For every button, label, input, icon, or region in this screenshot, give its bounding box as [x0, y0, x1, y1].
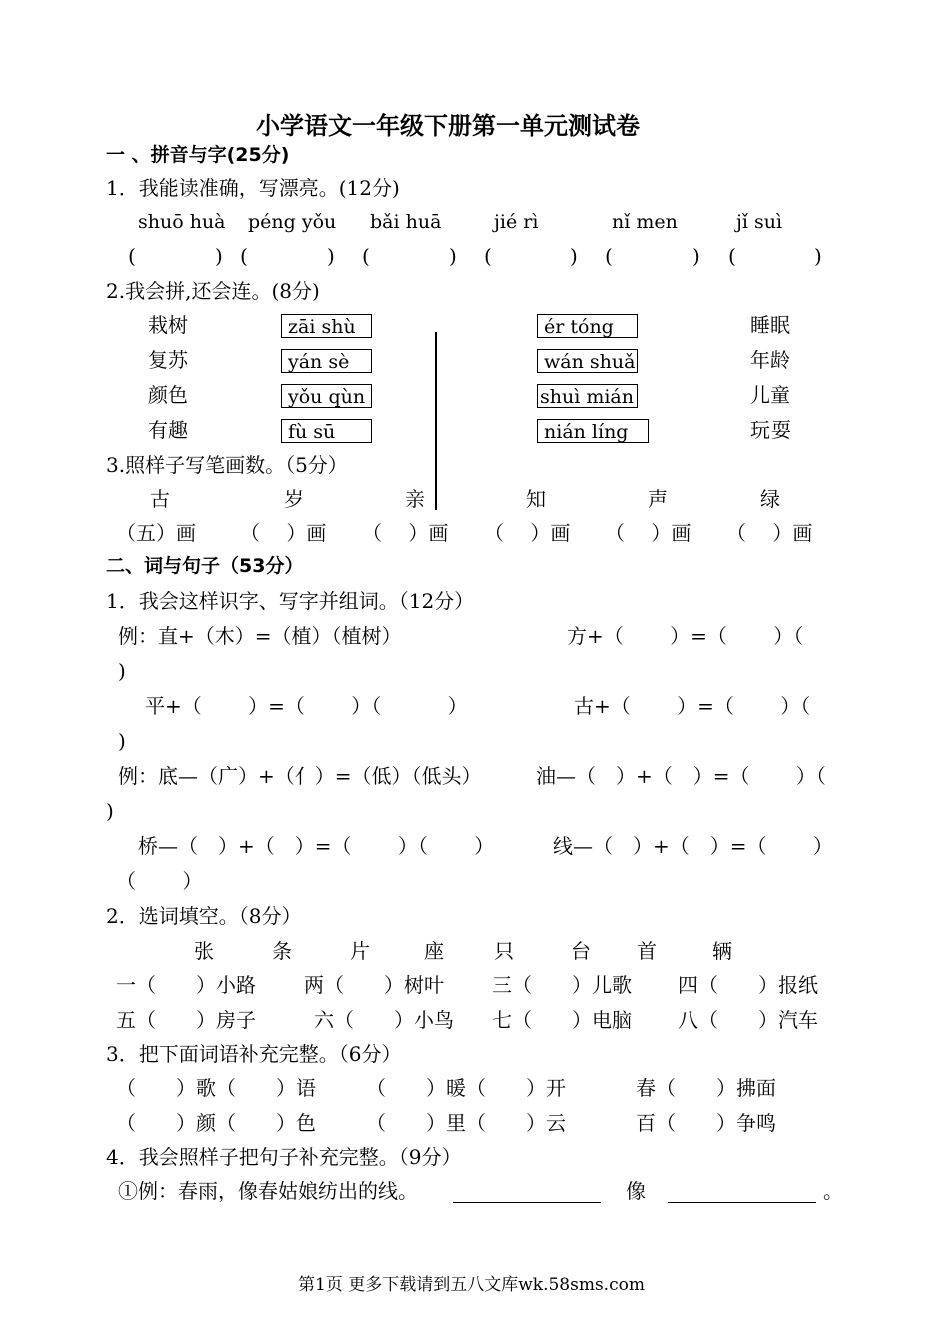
- divider-line: [435, 332, 437, 510]
- q1-label: 1．我能读准确，写漂亮。(12分): [106, 176, 400, 200]
- paren-open-6: (: [728, 244, 736, 268]
- stroke-count-4: （ ）画: [484, 521, 571, 545]
- stroke-char-5: 声: [648, 487, 668, 511]
- right-pinyin-box-3: shuì mián: [537, 384, 638, 408]
- stroke-char-4: 知: [526, 487, 546, 511]
- paren-close-1: ): [215, 244, 223, 268]
- sentence-like: 像: [626, 1179, 646, 1203]
- word-choice-1: 张: [194, 939, 214, 963]
- pinyin-6: jǐ suì: [736, 211, 783, 233]
- stroke-count-1: （五）画: [116, 521, 196, 545]
- idiom-2-1: （ ）颜（ ）色: [116, 1111, 316, 1135]
- s2-q1-line-7: 例：底—（广）+（亻）=（低）（低头）: [118, 764, 482, 788]
- stroke-count-2: （ ）画: [240, 521, 327, 545]
- pinyin-1: shuō huà: [138, 211, 226, 233]
- s2-q1-line-8: 油—（ ）+（ ）=（ ）（: [536, 764, 826, 788]
- left-word-1: 栽树: [148, 313, 188, 337]
- page-title: 小学语文一年级下册第一单元测试卷: [256, 111, 640, 140]
- right-pinyin-box-1: ér tóng: [537, 314, 638, 338]
- s2-q3-label: 3．把下面词语补充完整。（6分）: [106, 1042, 402, 1066]
- word-choice-5: 只: [494, 939, 514, 963]
- sentence-end: 。: [823, 1179, 843, 1203]
- page-footer: 第1页 更多下载请到五八文库wk.58sms.com: [298, 1275, 645, 1295]
- pinyin-4: jié rì: [494, 211, 539, 233]
- idiom-1-3: 春（ ）拂面: [636, 1076, 776, 1100]
- right-word-3: 儿童: [750, 383, 790, 407]
- left-pinyin-box-3: yǒu qùn: [281, 384, 372, 408]
- paren-open-4: (: [484, 244, 492, 268]
- stroke-char-6: 绿: [760, 487, 780, 511]
- s2-q1-label: 1．我会这样识字、写字并组词。（12分）: [106, 589, 475, 613]
- s2-q1-line-4: 平+（ ）=（ ）（ ）: [145, 694, 468, 718]
- q2-label: 2.我会拼,还会连。(8分): [106, 279, 320, 303]
- word-choice-4: 座: [424, 939, 444, 963]
- s2-q1-line-3: ): [118, 659, 126, 683]
- paren-close-6: ): [814, 244, 822, 268]
- s2-q1-line-1: 例：直+（木）=（植）（植树）: [118, 624, 402, 648]
- left-word-4: 有趣: [148, 418, 188, 442]
- s2-q1-line-2: 方+（ ）=（ ）（: [567, 624, 804, 648]
- right-word-2: 年龄: [750, 348, 790, 372]
- left-pinyin-box-2: yán sè: [281, 349, 372, 373]
- left-word-3: 颜色: [148, 383, 188, 407]
- paren-close-2: ): [327, 244, 335, 268]
- section2-heading: 二、词与句子（53分）: [106, 555, 304, 577]
- word-choice-8: 辆: [712, 939, 732, 963]
- sentence-example: ①例：春雨，像春姑娘纺出的线。: [118, 1179, 418, 1203]
- pinyin-5: nǐ men: [612, 211, 678, 233]
- pinyin-2: péng yǒu: [248, 211, 337, 233]
- pinyin-3: bǎi huā: [370, 211, 442, 233]
- stroke-count-3: （ ）画: [362, 521, 449, 545]
- paren-open-1: (: [128, 244, 136, 268]
- paren-close-5: ): [692, 244, 700, 268]
- s2-q2-label: 2．选词填空。（8分）: [106, 904, 302, 928]
- idiom-2-3: 百（ ）争鸣: [636, 1111, 776, 1135]
- idiom-1-1: （ ）歌（ ）语: [116, 1076, 316, 1100]
- fill-2-3: 七（ ）电脑: [492, 1008, 632, 1032]
- word-choice-3: 片: [350, 939, 370, 963]
- idiom-1-2: （ ）暖（ ）开: [366, 1076, 566, 1100]
- idiom-2-2: （ ）里（ ）云: [366, 1111, 566, 1135]
- sentence-blank-1[interactable]: [453, 1202, 601, 1203]
- paren-open-2: (: [240, 244, 248, 268]
- word-choice-2: 条: [272, 939, 292, 963]
- fill-1-3: 三（ ）儿歌: [492, 973, 632, 997]
- fill-2-4: 八（ ）汽车: [678, 1008, 818, 1032]
- fill-1-4: 四（ ）报纸: [678, 973, 818, 997]
- stroke-char-3: 亲: [405, 487, 425, 511]
- paren-open-5: (: [605, 244, 613, 268]
- left-pinyin-box-4: fù sū: [281, 419, 372, 443]
- word-choice-7: 首: [637, 939, 657, 963]
- word-choice-6: 台: [571, 939, 591, 963]
- fill-1-1: 一（ ）小路: [116, 973, 256, 997]
- right-pinyin-box-4: nián líng: [537, 419, 649, 443]
- paren-close-4: ): [570, 244, 578, 268]
- stroke-char-2: 岁: [284, 487, 304, 511]
- paren-open-3: (: [362, 244, 370, 268]
- stroke-char-1: 古: [150, 487, 170, 511]
- left-word-2: 复苏: [148, 348, 188, 372]
- sentence-blank-2[interactable]: [668, 1202, 816, 1203]
- s2-q1-line-5: 古+（ ）=（ ）（: [574, 694, 811, 718]
- s2-q1-line-11: 线—（ ）+（ ）=（ ）: [553, 834, 833, 858]
- left-pinyin-box-1: zāi shù: [281, 314, 372, 338]
- fill-1-2: 两（ ）树叶: [304, 973, 444, 997]
- s2-q1-line-10: 桥—（ ）+（ ）=（ ）（ ）: [138, 834, 495, 858]
- paren-close-3: ): [449, 244, 457, 268]
- s2-q1-line-12: （ ）: [116, 869, 203, 893]
- s2-q1-line-9: ): [106, 799, 114, 823]
- right-word-4: 玩耍: [750, 418, 792, 442]
- fill-2-2: 六（ ）小鸟: [314, 1008, 454, 1032]
- s2-q1-line-6: ): [118, 729, 126, 753]
- stroke-count-5: （ ）画: [605, 521, 692, 545]
- fill-2-1: 五（ ）房子: [116, 1008, 256, 1032]
- right-pinyin-box-2: wán shuǎ: [537, 349, 638, 373]
- section1-heading: 一 、拼音与字(25分): [106, 144, 290, 166]
- q3-label: 3.照样子写笔画数。（5分）: [106, 453, 348, 477]
- right-word-1: 睡眠: [750, 313, 790, 337]
- s2-q4-label: 4．我会照样子把句子补充完整。（9分）: [106, 1145, 462, 1169]
- stroke-count-6: （ ）画: [726, 521, 813, 545]
